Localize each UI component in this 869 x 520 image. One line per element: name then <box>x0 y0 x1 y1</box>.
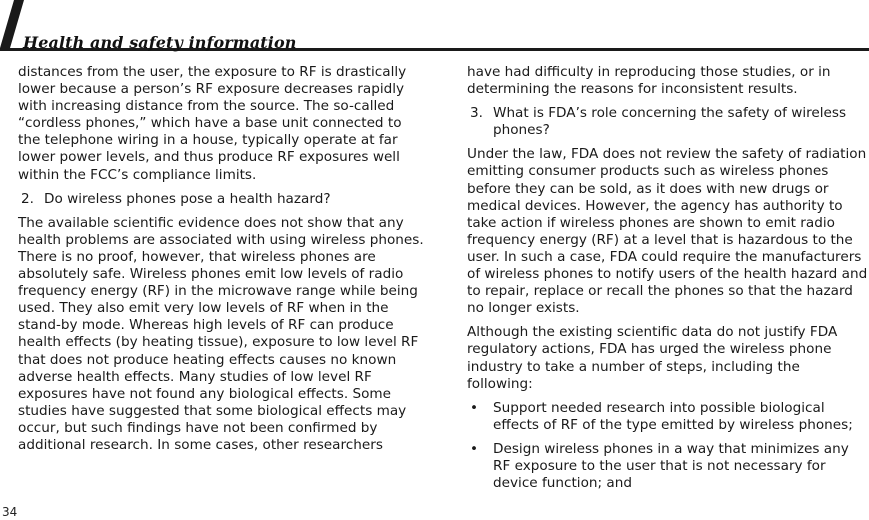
question-3-text: What is FDA’s role concerning the safety of wireless phones? <box>493 105 847 139</box>
list-item-text: Design wireless phones in a way that minimizes any RF exposure to the user that is not necessary for device function; and <box>493 440 849 492</box>
left-column <box>18 64 426 461</box>
list-item <box>467 441 869 492</box>
question-3 <box>467 105 869 139</box>
question-2-text: Do wireless phones pose a health hazard? <box>44 190 331 207</box>
list-item <box>467 400 869 434</box>
question-2 <box>18 191 426 208</box>
law-paragraph: Under the law, FDA does not review the safety of radiation emitting consumer products such as wireless phones before they can be sold, as it does with new drugs or medical devices. However, the agency has authority to take action if wireless phones are shown to emit radio frequency energy (RF) at a level that is hazardous to the user. In such a case, FDA could require the manufacturers of wireless phones to notify users of the health hazard and to repair, replace or recall the phones so that the hazard no longer exists. <box>467 146 868 317</box>
steps-paragraph: Although the existing scientific data do not justify FDA regulatory actions, FDA has urged the wireless phone industry to take a number of steps, including the following: <box>467 324 838 392</box>
answer-paragraph: The available scientific evidence does not show that any health problems are associated with using wireless phones. There is no proof, however, that wireless phones are absolutely safe. Wireless phones emit low levels of radio frequency energy (RF) in the microwave range while being used. They also emit very low levels of RF when in the stand-by mode. Whereas high levels of RF can produce health effects (by heating tissue), exposure to low level RF that does not produce heating effects causes no known adverse health effects. Many studies of low level RF exposures have not found any biological effects. Some studies have suggested that some biological effects may occur, but such findings have not been confirmed by additional research. In some cases, other researchers <box>18 214 424 453</box>
intro-paragraph: distances from the user, the exposure to RF is drastically lower because a person’s RF exposure decreases rapidly with increasing distance from the source. The so-called “cordless phones,” which have a base unit connected to the telephone wiring in a house, typically operate at far lower power levels, and thus produce RF exposures well within the FCC’s compliance limits. <box>18 64 407 183</box>
question-3-number: 3. <box>470 105 483 122</box>
section-title: Health and safety information <box>23 33 297 52</box>
list-item-text: Support needed research into possible biological effects of RF of the type emitted by wireless phones; <box>493 399 853 433</box>
header-bar <box>0 0 869 55</box>
bullet-icon: • <box>470 399 479 416</box>
page-number: 34 <box>2 505 18 519</box>
question-2-number: 2. <box>21 190 34 207</box>
right-column <box>467 64 869 499</box>
header-slash-mark <box>0 0 24 48</box>
continued-paragraph: have had difficulty in reproducing those studies, or in determining the reasons for inconsistent results. <box>467 64 831 98</box>
bullet-icon: • <box>470 440 479 457</box>
